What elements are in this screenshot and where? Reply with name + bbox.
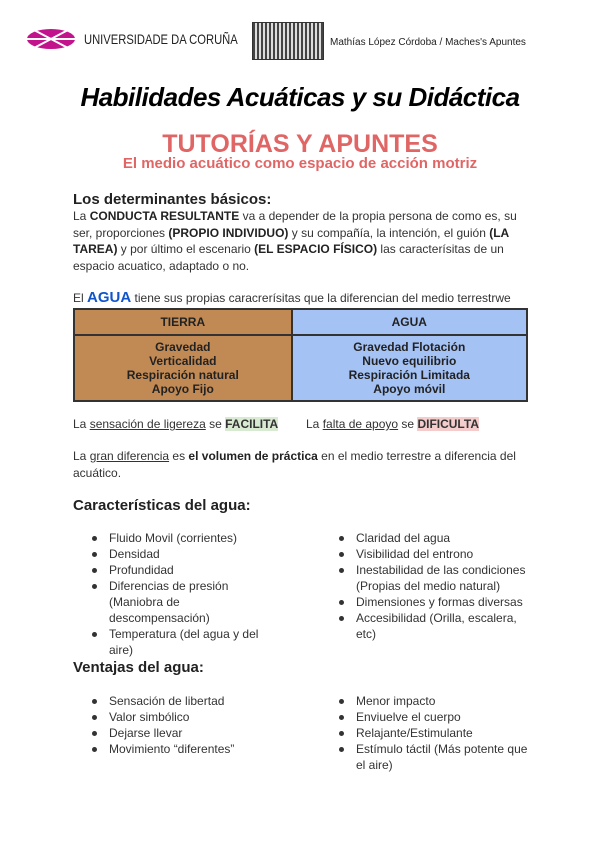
author: Mathías López Córdoba / Maches's Apuntes	[330, 37, 526, 48]
caracteristicas-right-list	[339, 530, 534, 642]
university-name: UNIVERSIDADE DA CORUÑA	[84, 31, 238, 47]
caracteristicas-left-list	[92, 530, 267, 658]
list-item: Fluido Movil (corrientes)	[92, 530, 267, 546]
agua-cell: Gravedad Flotación Nuevo equilibrio Respiración Limitada Apoyo móvil	[292, 335, 527, 401]
diferencia-paragraph: La gran diferencia es el volumen de práctica en el medio terrestre a diferencia del acuático.	[73, 449, 516, 480]
list-item: Claridad del agua	[339, 530, 534, 546]
list-item: Valor simbólico	[92, 709, 267, 725]
list-item: Sensación de libertad	[92, 693, 267, 709]
list-item: Profundidad	[92, 562, 267, 578]
list-item: Relajante/Estimulante	[339, 725, 534, 741]
subtitle: TUTORÍAS Y APUNTES	[162, 130, 438, 158]
list-item: Diferencias de presión (Maniobra de descompensación)	[92, 578, 267, 626]
ventajas-heading: Ventajas del agua:	[73, 659, 204, 676]
page-title: Habilidades Acuáticas y su Didáctica	[80, 82, 520, 112]
list-item: Inestabilidad de las condiciones (Propias del medio natural)	[339, 562, 534, 594]
determinantes-paragraph: La CONDUCTA RESULTANTE va a depender de la propia persona de como es, su ser, proporciones (PROPIO INDIVIDUO) y su compañía, la intención, el guión (LA TAREA) y por último el escenario (EL ESPACIO FÍSICO) las caracterísitas de un espacio acuatico, adaptado o no.	[73, 209, 517, 273]
header-agua: AGUA	[292, 309, 527, 335]
caracteristicas-heading: Características del agua:	[73, 497, 251, 514]
agua-intro: El AGUA tiene sus propias caracrerísitas que la diferencian del medio terrestrwe	[73, 289, 511, 306]
ventajas-left-list	[92, 693, 267, 757]
list-item: Accesibilidad (Orilla, escalera, etc)	[339, 610, 534, 642]
ligereza-line: La sensación de ligereza se FACILITA	[73, 417, 279, 431]
header-tierra: TIERRA	[74, 309, 292, 335]
list-item: Enviuelve el cuerpo	[339, 709, 534, 725]
list-item: Dimensiones y formas diversas	[339, 594, 534, 610]
determinantes-heading: Los determinantes básicos:	[73, 191, 272, 208]
list-item: Densidad	[92, 546, 267, 562]
tierra-cell: Gravedad Verticalidad Respiración natural Apoyo Fijo	[74, 335, 292, 401]
list-item: Menor impacto	[339, 693, 534, 709]
list-item: Visibilidad del entrono	[339, 546, 534, 562]
ventajas-right-list	[339, 693, 534, 773]
apoyo-line: La falta de apoyo se DIFICULTA	[306, 417, 479, 431]
building-image	[252, 22, 324, 60]
list-item: Dejarse llevar	[92, 725, 267, 741]
comparison-table	[73, 308, 528, 402]
subtitle-2: El medio acuático como espacio de acción motriz	[122, 155, 478, 172]
university-logo-icon	[26, 28, 76, 50]
list-item: Movimiento “diferentes”	[92, 741, 267, 757]
university-header	[26, 28, 248, 50]
list-item: Estímulo táctil (Más potente que el aire)	[339, 741, 534, 773]
list-item: Temperatura (del agua y del aire)	[92, 626, 267, 658]
